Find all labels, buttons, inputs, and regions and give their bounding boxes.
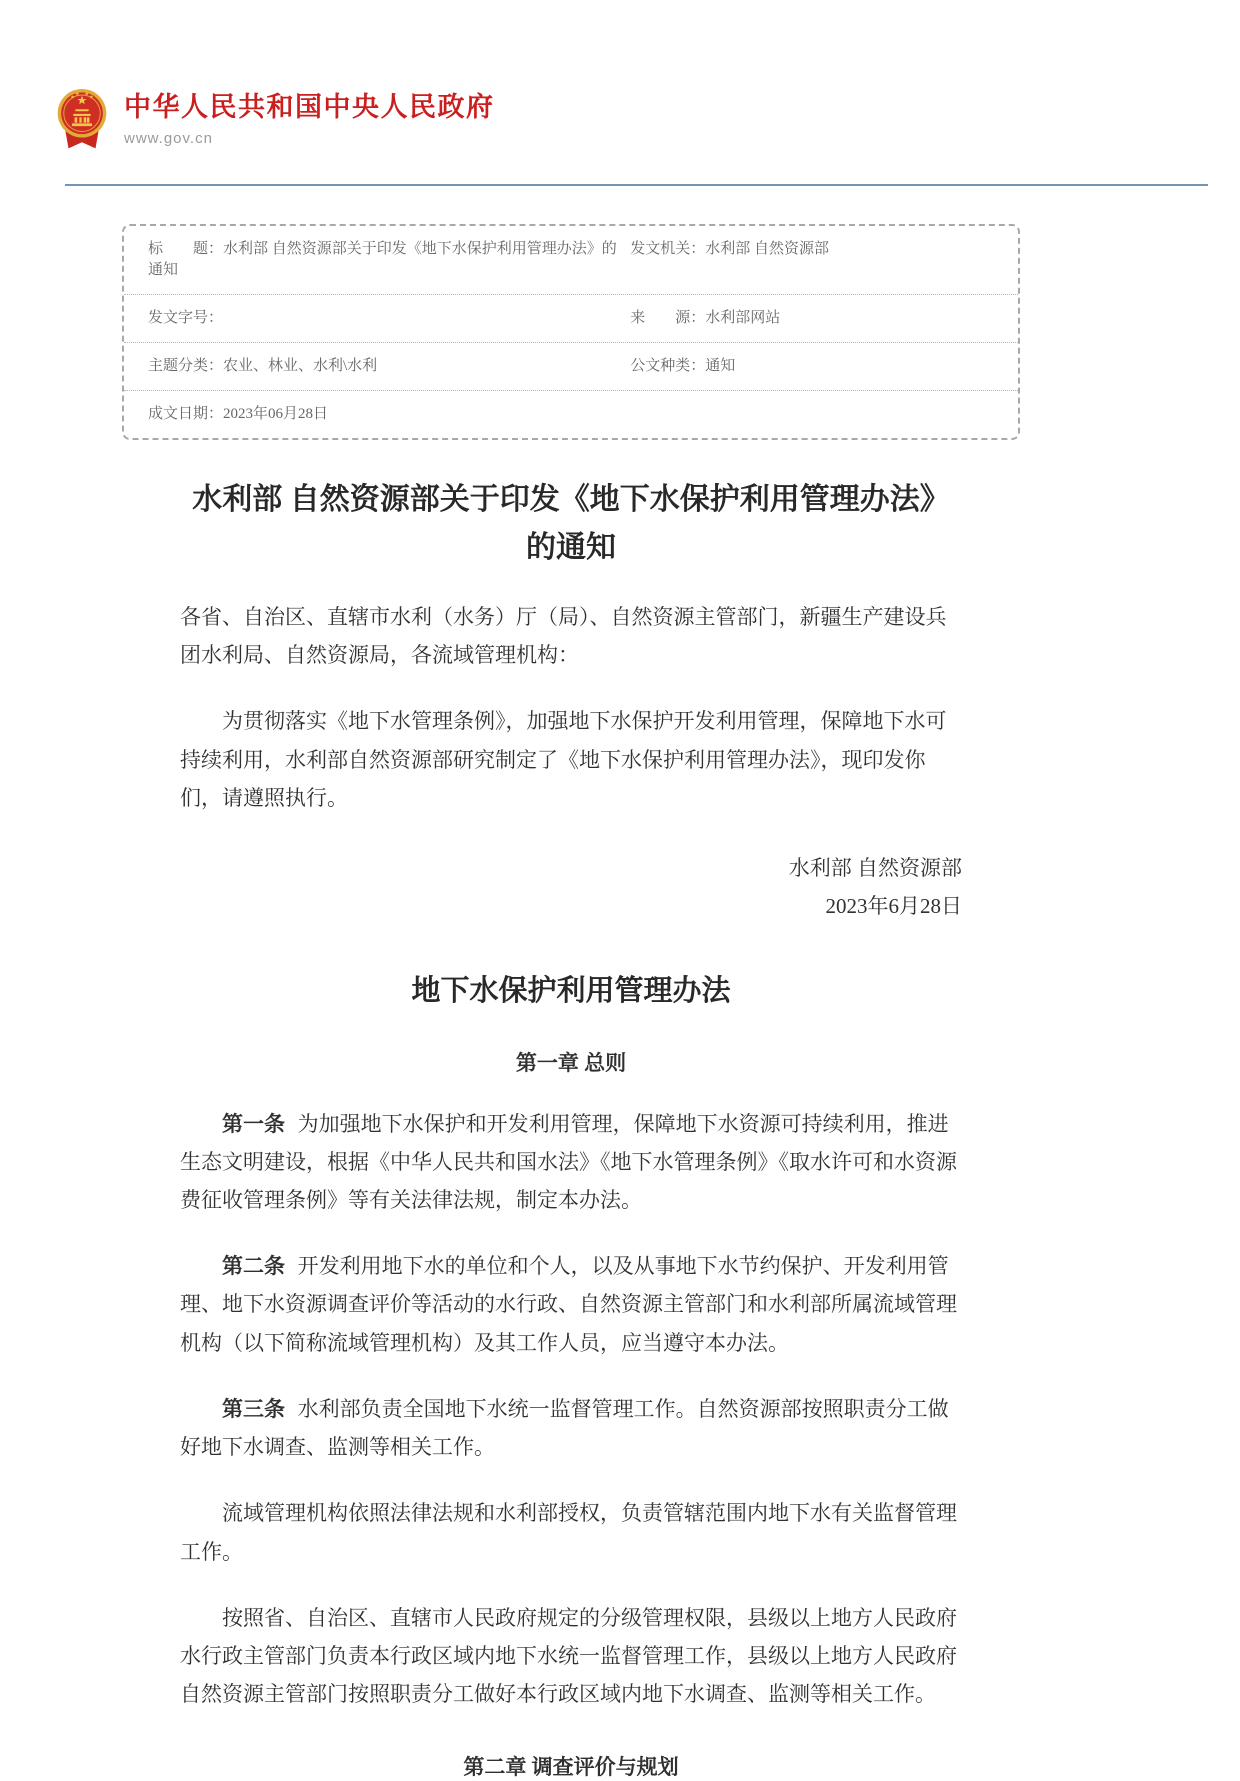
article-3-label: 第三条: [222, 1396, 285, 1421]
meta-cell-date: [148, 404, 630, 425]
salutation-paragraph: 各省、自治区、直辖市水利（水务）厅（局）、自然资源主管部门，新疆生产建设兵团水利局、自然资源局，各流域管理机构：: [180, 605, 947, 668]
meta-row-title: [124, 226, 1018, 294]
document-meta-box: [122, 224, 1020, 440]
site-logo-link[interactable]: [55, 86, 1240, 154]
article-paragraph-2: [180, 1247, 962, 1362]
measure-title: 地下水保护利用管理办法: [411, 974, 731, 1007]
document-title: 水利部 自然资源部关于印发《地下水保护利用管理办法》的通知: [192, 483, 950, 564]
meta-value-date: 2023年06月28日: [223, 406, 329, 422]
meta-value-source: 水利部网站: [705, 310, 781, 326]
chapter-2-heading: 第二章 调查评价与规划: [463, 1755, 679, 1780]
header-divider: [65, 184, 1208, 186]
article-1-text: 为加强地下水保护和开发利用管理，保障地下水资源可持续利用，推进生态文明建设，根据《中华人民共和国水法》《地下水管理条例》《取水许可和水资源费征收管理条例》等有关法律法规，制定本办法。: [180, 1111, 957, 1212]
meta-cell-doc-type: [630, 356, 994, 377]
intro-paragraph: 为贯彻落实《地下水管理条例》，加强地下水保护开发利用管理，保障地下水可持续利用，水利部自然资源部研究制定了《地下水保护利用管理办法》，现印发你们，请遵照执行。: [180, 709, 947, 810]
meta-cell-issuing-org: [630, 239, 994, 281]
body-paragraph-basin-authority: 流域管理机构依照法律法规和水利部授权，负责管辖范围内地下水有关监督管理工作。: [180, 1501, 957, 1564]
meta-label-doc-number: 发文字号：: [148, 310, 224, 326]
national-emblem-icon: [55, 86, 109, 154]
meta-value-title: 水利部 自然资源部关于印发《地下水保护利用管理办法》的通知: [148, 241, 617, 278]
site-header: [0, 0, 1240, 154]
meta-value-category: 农业、林业、水利\水利: [223, 358, 378, 374]
meta-label-doc-type: 公文种类：: [630, 358, 706, 374]
signature-org: 水利部 自然资源部: [788, 856, 962, 881]
meta-cell-title: [148, 239, 630, 281]
meta-value-issuing-org: 水利部 自然资源部: [705, 241, 829, 257]
meta-label-category: 主题分类：: [148, 358, 224, 374]
document-page: [0, 224, 1240, 1781]
document-body: [122, 476, 1020, 1781]
article-2-label: 第二条: [222, 1254, 285, 1279]
meta-label-issuing-org: 发文机关：: [630, 241, 706, 257]
body-paragraph-local-government: 按照省、自治区、直辖市人民政府规定的分级管理权限，县级以上地方人民政府水行政主管部门负责本行政区域内地下水统一监督管理工作，县级以上地方人民政府自然资源主管部门按照职责分工做好本行政区域内地下水调查、监测等相关工作。: [180, 1605, 957, 1707]
meta-label-source: 来 源：: [630, 310, 706, 326]
meta-row-date: [124, 390, 1018, 438]
meta-label-date: 成文日期：: [148, 406, 224, 422]
signature-date: 2023年6月28日: [825, 894, 962, 919]
meta-cell-source: [630, 308, 994, 329]
site-name: 中华人民共和国中央人民政府: [124, 92, 495, 123]
chapter-1-heading: 第一章 总则: [515, 1050, 627, 1075]
meta-cell-category: [148, 356, 630, 377]
meta-row-category: [124, 342, 1018, 390]
site-url[interactable]: www.gov.cn: [124, 129, 213, 147]
article-paragraph-3: [180, 1390, 962, 1466]
article-3-text: 水利部负责全国地下水统一监督管理工作。自然资源部按照职责分工做好地下水调查、监测等相关工作。: [180, 1396, 949, 1460]
article-paragraph-1: [180, 1105, 962, 1220]
meta-cell-empty: [630, 404, 994, 425]
meta-row-doc-number: [124, 294, 1018, 342]
signature-block: [180, 849, 962, 925]
article-1-label: 第一条: [222, 1111, 285, 1136]
article-2-text: 开发利用地下水的单位和个人，以及从事地下水节约保护、开发利用管理、地下水资源调查评价等活动的水行政、自然资源主管部门和水利部所属流域管理机构（以下简称流域管理机构）及其工作人员，应当遵守本办法。: [180, 1254, 957, 1355]
meta-value-doc-type: 通知: [705, 358, 736, 374]
meta-label-title: 标 题：: [148, 241, 224, 257]
meta-cell-doc-number: [148, 308, 630, 329]
